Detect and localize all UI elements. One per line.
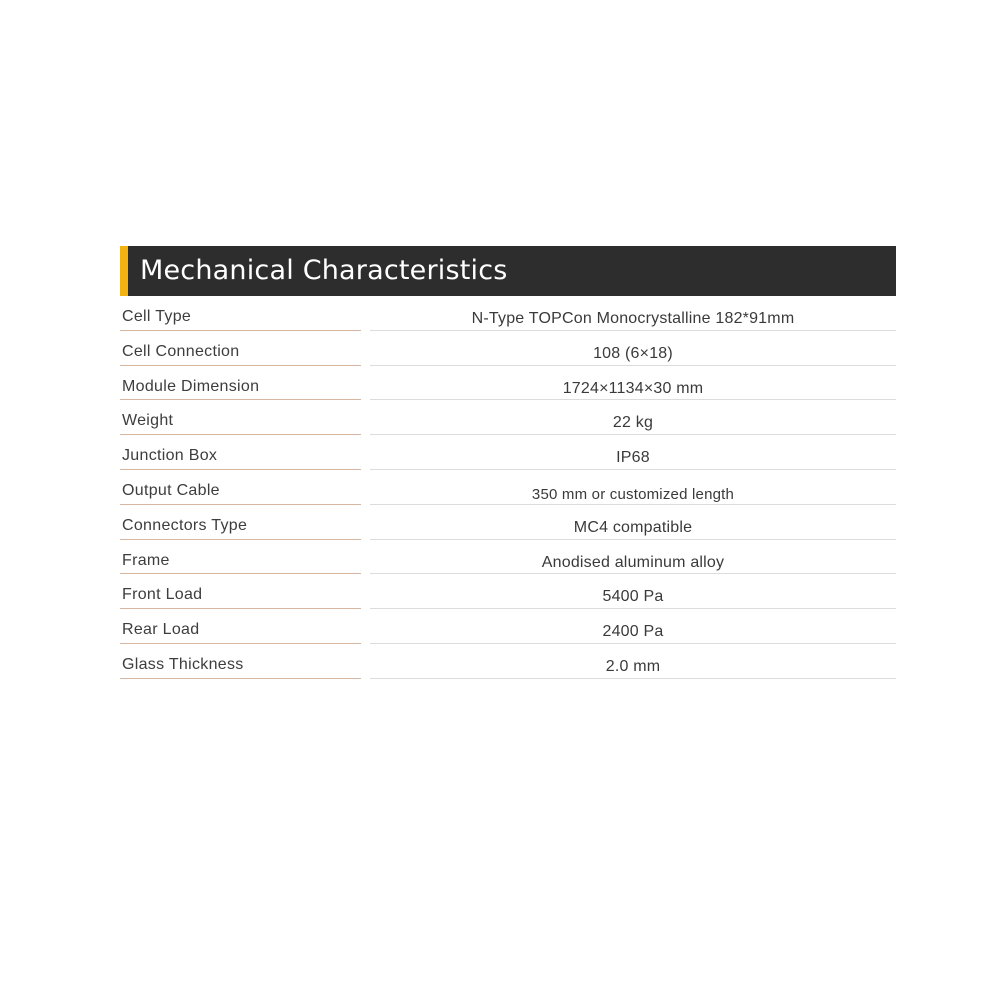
spec-label: Frame <box>122 551 170 569</box>
spec-value: 1724×1134×30 mm <box>562 379 704 397</box>
spec-value: 2400 Pa <box>602 623 664 641</box>
spec-row-junction-box <box>120 435 896 470</box>
spec-row-weight <box>120 400 896 435</box>
spec-table <box>120 296 896 679</box>
spec-row-connectors-type <box>120 505 896 540</box>
spec-label: Output Cable <box>122 481 220 499</box>
mechanical-characteristics-panel <box>120 246 896 679</box>
spec-row-module-dimension <box>120 366 896 401</box>
spec-label: Junction Box <box>122 447 218 465</box>
spec-value: IP68 <box>616 449 650 467</box>
spec-label: Front Load <box>122 586 203 604</box>
spec-value: 108 (6×18) <box>593 344 673 362</box>
spec-value: Anodised aluminum alloy <box>541 553 725 571</box>
spec-label: Module Dimension <box>122 377 260 395</box>
spec-row-output-cable <box>120 470 896 505</box>
row-divider <box>370 678 896 679</box>
spec-row-rear-load <box>120 609 896 644</box>
row-divider <box>120 678 361 679</box>
spec-value: N-Type TOPCon Monocrystalline 182*91mm <box>471 310 795 327</box>
spec-label: Glass Thickness <box>122 655 244 673</box>
spec-row-frame <box>120 540 896 575</box>
spec-value: 2.0 mm <box>605 657 661 675</box>
section-header <box>120 246 896 296</box>
header-accent-bar <box>120 246 128 296</box>
spec-label: Rear Load <box>122 621 200 639</box>
spec-row-cell-type <box>120 296 896 331</box>
spec-row-cell-connection <box>120 331 896 366</box>
section-title: Mechanical Characteristics <box>140 255 508 286</box>
spec-label: Connectors Type <box>122 516 248 534</box>
spec-label: Cell Connection <box>122 342 240 360</box>
spec-value: 5400 Pa <box>602 588 664 606</box>
spec-label: Weight <box>122 412 174 430</box>
spec-row-front-load <box>120 574 896 609</box>
spec-value: 350 mm or customized length <box>531 485 735 503</box>
spec-value: MC4 compatible <box>573 518 693 536</box>
spec-value: 22 kg <box>612 414 654 432</box>
spec-row-glass-thickness <box>120 644 896 679</box>
spec-label: Cell Type <box>122 308 192 325</box>
